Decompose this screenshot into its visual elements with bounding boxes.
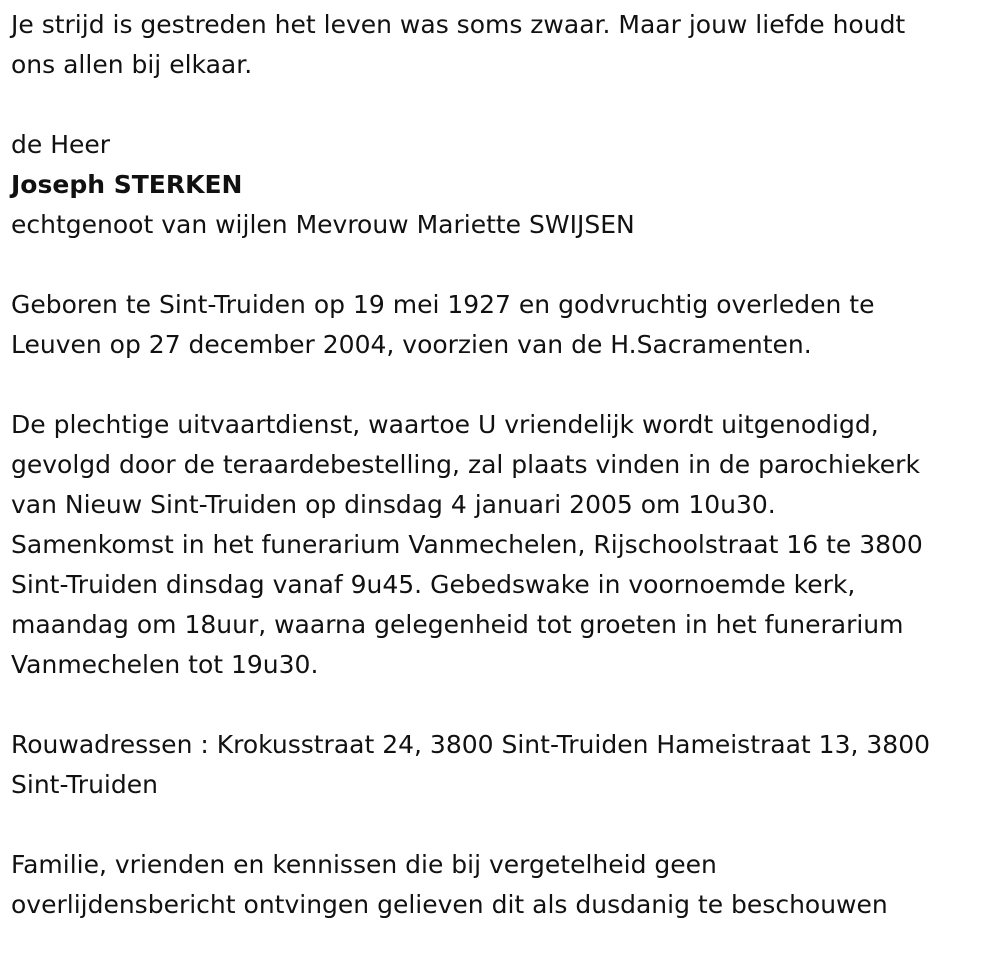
text-line: Samenkomst in het funerarium Vanmechelen, Rijschoolstraat 16 te 3800 bbox=[11, 530, 923, 559]
text-line: overlijdensbericht ontvingen gelieven dit als dusdanig te beschouwen bbox=[11, 890, 888, 919]
paragraph-gap bbox=[11, 685, 995, 725]
spouse-line: echtgenoot van wijlen Mevrouw Mariette SWIJSEN bbox=[11, 210, 635, 239]
paragraph-gap bbox=[11, 365, 995, 405]
obituary-notice bbox=[11, 5, 995, 925]
addresses-paragraph bbox=[11, 725, 995, 805]
honorific-title: de Heer bbox=[11, 130, 111, 159]
paragraph-gap bbox=[11, 805, 995, 845]
text-line: gevolgd door de teraardebestelling, zal plaats vinden in de parochiekerk bbox=[11, 450, 920, 479]
paragraph-gap bbox=[11, 245, 995, 285]
text-line: maandag om 18uur, waarna gelegenheid tot groeten in het funerarium bbox=[11, 610, 904, 639]
text-line: Rouwadressen : Krokusstraat 24, 3800 Sint-Truiden Hameistraat 13, 3800 bbox=[11, 730, 931, 759]
paragraph-gap bbox=[11, 85, 995, 125]
text-line: ons allen bij elkaar. bbox=[11, 50, 253, 79]
text-line: Sint-Truiden bbox=[11, 770, 158, 799]
text-line: Sint-Truiden dinsdag vanaf 9u45. Gebedswake in voornoemde kerk, bbox=[11, 570, 856, 599]
deceased-name: Joseph STERKEN bbox=[11, 170, 243, 199]
text-line: Leuven op 27 december 2004, voorzien van de H.Sacramenten. bbox=[11, 330, 812, 359]
closing-paragraph bbox=[11, 845, 995, 925]
text-line: Vanmechelen tot 19u30. bbox=[11, 650, 319, 679]
text-line: De plechtige uitvaartdienst, waartoe U vriendelijk wordt uitgenodigd, bbox=[11, 410, 879, 439]
text-line: Geboren te Sint-Truiden op 19 mei 1927 en godvruchtig overleden te bbox=[11, 290, 875, 319]
verse-paragraph bbox=[11, 5, 995, 85]
ceremony-paragraph bbox=[11, 405, 995, 685]
birth-death-paragraph bbox=[11, 285, 995, 365]
text-line: Je strijd is gestreden het leven was soms zwaar. Maar jouw liefde houdt bbox=[11, 10, 906, 39]
text-line: van Nieuw Sint-Truiden op dinsdag 4 januari 2005 om 10u30. bbox=[11, 490, 776, 519]
text-line: Familie, vrienden en kennissen die bij vergetelheid geen bbox=[11, 850, 717, 879]
